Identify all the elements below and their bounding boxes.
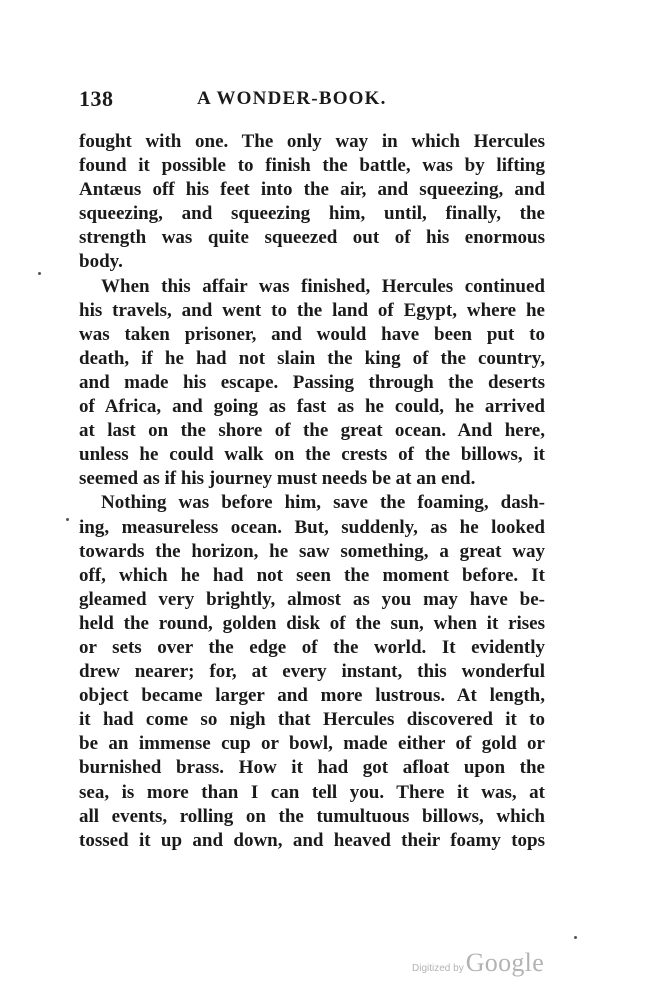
text-line: Antæus off his feet into the air, and squeezing, and (79, 179, 545, 201)
text-line: burnished brass. How it had got afloat upon the (79, 757, 545, 779)
text-line: drew nearer; for, at every instant, this wonderful (79, 661, 545, 683)
text-line: tossed it up and down, and heaved their foamy tops (79, 829, 545, 851)
text-line: all events, rolling on the tumultuous billows, which (79, 805, 545, 827)
text-line: seemed as if his journey must needs be at an end. (79, 468, 476, 490)
text-line: his travels, and went to the land of Egypt, where he (79, 299, 545, 321)
text-line: unless he could walk on the crests of the billows, it (79, 444, 545, 466)
text-line: it had come so nigh that Hercules discovered it to (79, 709, 545, 731)
text-line: object became larger and more lustrous. At length, (79, 685, 545, 707)
text-line: towards the horizon, he saw something, a great way (79, 540, 545, 562)
text-line: held the round, golden disk of the sun, when it rises (79, 612, 545, 634)
text-line: fought with one. The only way in which Hercules (79, 131, 545, 152)
body-text (79, 130, 545, 853)
text-line: gleamed very brightly, almost as you may have be- (79, 588, 545, 610)
text-line: sea, is more than I can tell you. There it was, at (79, 781, 545, 803)
text-line: death, if he had not slain the king of the country, (79, 347, 545, 369)
page-number: 138 (79, 86, 114, 111)
text-line: ing, measureless ocean. But, suddenly, as he looked (79, 516, 545, 538)
watermark-prefix: Digitized by (412, 963, 464, 974)
running-head (79, 86, 545, 114)
ink-speck (574, 936, 577, 939)
text-line: Nothing was before him, save the foaming, dash- (101, 492, 545, 514)
running-title: A WONDER-BOOK. (197, 88, 387, 109)
text-line: be an immense cup or bowl, made either of gold or (79, 733, 545, 755)
text-line: or sets over the edge of the world. It evidently (79, 636, 545, 658)
text-line: found it possible to finish the battle, was by lifting (79, 155, 545, 177)
ink-speck (66, 518, 69, 521)
text-line: off, which he had not seen the moment before. It (79, 564, 545, 586)
text-line: of Africa, and going as fast as he could, he arrived (79, 396, 545, 418)
google-logo: Google (465, 948, 545, 977)
text-line: When this affair was finished, Hercules continued (101, 275, 545, 297)
text-line: was taken prisoner, and would have been put to (79, 323, 545, 345)
text-line: at last on the shore of the great ocean. And here, (79, 420, 545, 442)
text-line: and made his escape. Passing through the deserts (79, 371, 545, 393)
digitized-watermark (412, 948, 544, 978)
text-line: strength was quite squeezed out of his enormous (79, 227, 545, 249)
text-line: body. (79, 251, 123, 273)
ink-speck (38, 272, 41, 275)
text-line: squeezing, and squeezing him, until, finally, the (79, 203, 545, 225)
